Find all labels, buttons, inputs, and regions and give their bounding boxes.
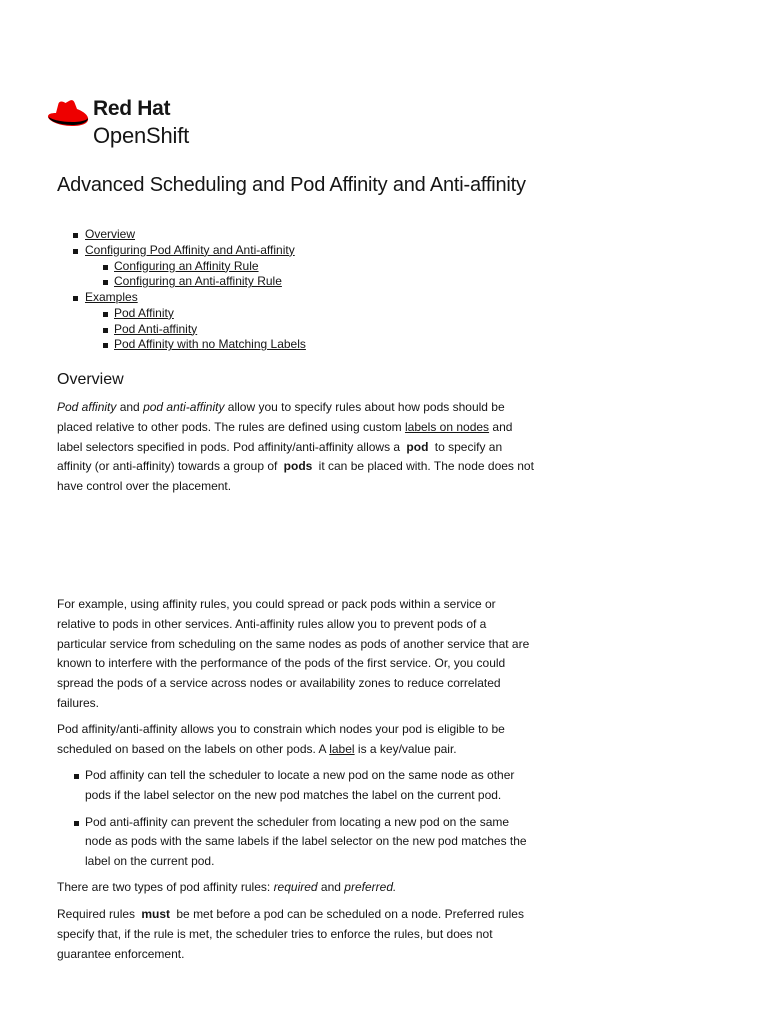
text: it can be placed with. The node does not have control over the placement.	[57, 459, 534, 494]
bold-pods: pods	[283, 459, 313, 474]
text: Required rules	[57, 907, 139, 921]
toc-item-affinity-rule	[70, 259, 306, 275]
toc-item-pod-affinity	[70, 306, 306, 322]
toc-item-pod-anti-affinity	[70, 322, 306, 338]
toc-item-anti-affinity-rule	[70, 274, 306, 290]
toc-link-configuring-anti-affinity-rule[interactable]: Configuring an Anti-affinity Rule	[114, 274, 282, 289]
toc-item-overview	[70, 227, 306, 243]
toc-link-configuring-pod-affinity[interactable]: Configuring Pod Affinity and Anti-affinity	[85, 242, 295, 257]
link-labels-on-nodes[interactable]: labels on nodes	[404, 419, 490, 434]
text: allow you to specify rules about how pods should be placed relative to other pods. The rules are defined using custom	[57, 400, 505, 434]
overview-paragraph-1	[57, 398, 537, 497]
link-label[interactable]: label	[329, 741, 355, 756]
text: be met before a pod can be scheduled on a node. Preferred rules specify that, if the rule is met, the scheduler tries to enforce the rules, but does not guarantee enforcement.	[57, 907, 524, 961]
affinity-bullet-list	[57, 766, 537, 872]
list-item: Pod affinity can tell the scheduler to locate a new pod on the same node as other pods if the label selector on the new pod matches the label on the current pod.	[57, 766, 537, 806]
bold-pod: pod	[406, 439, 429, 454]
text: is a key/value pair.	[354, 741, 457, 756]
term-required: required	[273, 880, 318, 894]
toc-item-no-matching-labels	[70, 337, 306, 353]
term-pod-affinity: Pod affinity	[57, 400, 117, 414]
text: There are two types of pod affinity rules:	[57, 880, 274, 894]
toc-link-pod-affinity[interactable]: Pod Affinity	[114, 305, 174, 320]
bold-must: must	[141, 907, 171, 921]
overview-paragraph-2: For example, using affinity rules, you could spread or pack pods within a service or relative to pods in other services. Anti-affinity rules allow you to prevent pods of a particular service from scheduling on the same nodes as pods of another service that are known to interfere with the performance of the pods of the first service. Or, you could spread the pods of a service across nodes or availability zones to reduce correlated failures.	[57, 597, 530, 710]
text: and	[317, 880, 345, 894]
toc-link-overview[interactable]: Overview	[85, 227, 136, 241]
brand-name: Red Hat	[93, 97, 171, 120]
text: and	[116, 400, 144, 414]
table-of-contents	[70, 227, 306, 353]
page-title: Advanced Scheduling and Pod Affinity and Anti-affinity	[57, 174, 526, 196]
text: to specify an affinity (or anti-affinity) towards a group of	[57, 439, 503, 474]
toc-item-configuring	[70, 243, 306, 259]
section-heading-overview: Overview	[57, 371, 124, 388]
overview-paragraph-4	[57, 878, 537, 898]
text: Pod affinity/anti-affinity allows you to constrain which nodes your pod is eligible to be scheduled on based on the labels on other pods. A	[57, 722, 505, 756]
list-item: Pod anti-affinity can prevent the scheduler from locating a new pod on the same node as pods with the same labels if the label selector on the new pod matches the label on the current pod.	[57, 813, 537, 872]
toc-link-pod-affinity-no-matching-labels[interactable]: Pod Affinity with no Matching Labels	[114, 337, 306, 352]
term-preferred: preferred.	[344, 880, 397, 894]
term-pod-anti-affinity: pod anti-affinity	[143, 400, 225, 414]
text: and label selectors specified in pods. Pod affinity/anti-affinity allows a	[57, 419, 513, 454]
toc-link-pod-anti-affinity[interactable]: Pod Anti-affinity	[114, 321, 198, 336]
overview-paragraph-3	[57, 720, 537, 760]
toc-link-examples[interactable]: Examples	[85, 290, 138, 304]
overview-paragraph-5	[57, 905, 537, 964]
red-hat-fedora-icon	[46, 99, 90, 131]
toc-item-examples	[70, 290, 306, 306]
toc-link-configuring-affinity-rule[interactable]: Configuring an Affinity Rule	[114, 258, 259, 273]
product-name: OpenShift	[93, 123, 190, 148]
